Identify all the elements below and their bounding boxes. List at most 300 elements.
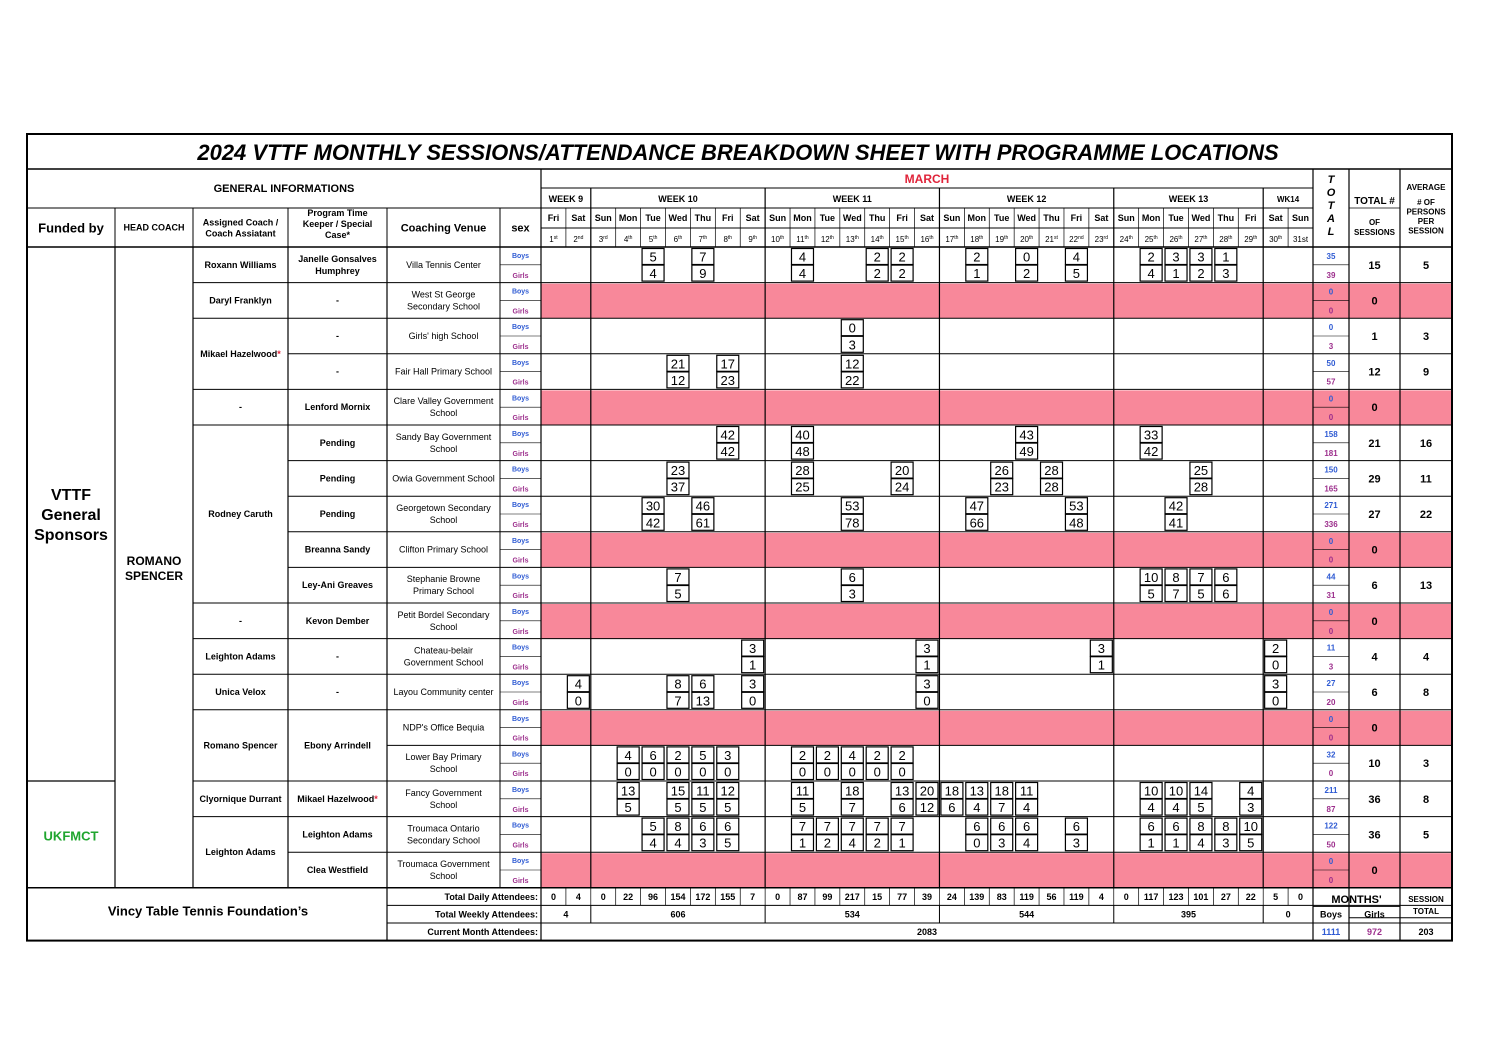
program-keeper-name: Breanna Sandy bbox=[304, 544, 371, 555]
girls-attendance-value: 0 bbox=[973, 835, 981, 851]
girls-total: 0 bbox=[1328, 733, 1334, 743]
boys-attendance-value: 30 bbox=[645, 498, 661, 514]
day-number: 20 bbox=[1020, 235, 1029, 244]
boys-attendance-value: 4 bbox=[848, 747, 856, 763]
boys-attendance-value: 7 bbox=[674, 569, 682, 585]
total-sessions-value: 12 bbox=[1368, 366, 1381, 379]
sex-girls-label: Girls bbox=[512, 771, 529, 779]
total-sessions-value: 6 bbox=[1371, 687, 1378, 699]
girls-attendance-value: 24 bbox=[894, 479, 910, 495]
sex-boys-label: Boys bbox=[511, 359, 530, 367]
day-date bbox=[871, 235, 884, 244]
girls-attendance-value: 4 bbox=[674, 835, 682, 851]
average-value: 3 bbox=[1422, 758, 1430, 771]
coaching-venue: Troumaca Ontario bbox=[407, 823, 480, 834]
coaching-venue: Owia Government School bbox=[392, 473, 495, 484]
daily-total-value: 4 bbox=[575, 891, 581, 902]
day-number: 25 bbox=[1144, 235, 1154, 244]
assigned-coach-name: Clyornique Durrant bbox=[199, 793, 282, 804]
total-sessions-header: TOTAL # bbox=[1354, 196, 1395, 207]
day-name: Mon bbox=[1141, 213, 1161, 223]
boys-attendance-value: 18 bbox=[845, 783, 860, 799]
girls-total: 57 bbox=[1326, 377, 1336, 387]
boys-attendance-value: 40 bbox=[795, 427, 810, 443]
weekly-total-value: 0 bbox=[1285, 909, 1291, 920]
day-number: 14 bbox=[870, 235, 880, 244]
weekly-total-value: 395 bbox=[1180, 909, 1196, 920]
day-number: 15 bbox=[895, 235, 905, 244]
boys-attendance-value: 26 bbox=[994, 463, 1009, 479]
daily-total-value: 24 bbox=[946, 891, 957, 902]
boys-attendance-value: 6 bbox=[699, 676, 707, 692]
girls-attendance-value: 3 bbox=[1222, 835, 1230, 851]
girls-attendance-value: 7 bbox=[1172, 586, 1180, 602]
boys-total: 271 bbox=[1324, 501, 1338, 511]
daily-total-value: 119 bbox=[1019, 891, 1034, 902]
boys-total: 0 bbox=[1328, 536, 1334, 546]
boys-total: 0 bbox=[1328, 287, 1334, 297]
boys-total: 0 bbox=[1328, 857, 1334, 867]
sex-girls-label: Girls bbox=[512, 450, 529, 458]
day-date bbox=[1169, 235, 1182, 244]
girls-attendance-value: 0 bbox=[574, 693, 582, 709]
program-keeper-name: Ley-Ani Greaves bbox=[301, 580, 374, 591]
coaching-venue: Clifton Primary School bbox=[398, 544, 489, 555]
day-date bbox=[1269, 235, 1282, 244]
sex-girls-label: Girls bbox=[512, 522, 529, 529]
daily-total-value: 7 bbox=[750, 891, 756, 902]
girls-attendance-value: 28 bbox=[1193, 479, 1209, 495]
boys-total: 27 bbox=[1326, 679, 1336, 689]
average-header: AVERAGE bbox=[1406, 183, 1446, 192]
girls-attendance-value: 3 bbox=[848, 337, 856, 353]
boys-attendance-value: 28 bbox=[795, 463, 810, 479]
girls-attendance-value: 4 bbox=[798, 266, 807, 282]
average-value: 9 bbox=[1422, 366, 1430, 379]
girls-attendance-value: 0 bbox=[624, 764, 632, 780]
day-suffix: nd bbox=[577, 235, 584, 241]
girls-total: 0 bbox=[1328, 413, 1334, 423]
week-label: WEEK 11 bbox=[832, 194, 872, 204]
boys-attendance-value: 17 bbox=[720, 356, 736, 372]
boys-attendance-value: 7 bbox=[873, 819, 881, 835]
day-number: 12 bbox=[820, 235, 830, 244]
sex-boys-label: Boys bbox=[511, 288, 530, 296]
girls-attendance-value: 0 bbox=[823, 764, 832, 780]
day-date bbox=[970, 235, 983, 244]
boys-attendance-value: 13 bbox=[620, 783, 636, 799]
girls-total: 87 bbox=[1326, 804, 1336, 814]
assigned-coach-name: - bbox=[239, 615, 242, 626]
boys-attendance-value: 20 bbox=[919, 783, 935, 799]
day-date bbox=[723, 235, 732, 244]
average-header: PER bbox=[1417, 217, 1435, 226]
day-suffix: th bbox=[653, 235, 658, 241]
day-date bbox=[1045, 235, 1058, 244]
day-number: 13 bbox=[845, 235, 855, 244]
girls-attendance-value: 0 bbox=[749, 693, 757, 709]
boys-attendance-value: 15 bbox=[670, 783, 686, 799]
total-vertical-letter: L bbox=[1327, 226, 1335, 238]
months-label: MONTHS' bbox=[1331, 893, 1382, 906]
boys-attendance-value: 10 bbox=[1168, 783, 1184, 799]
sex-girls-label: Girls bbox=[512, 700, 529, 707]
boys-attendance-value: 1 bbox=[1222, 249, 1230, 265]
weekly-total-value: 534 bbox=[844, 909, 860, 920]
average-value: 16 bbox=[1419, 437, 1433, 450]
day-suffix: rd bbox=[1103, 235, 1109, 241]
girls-attendance-value: 6 bbox=[948, 800, 956, 816]
girls-attendance-value: 41 bbox=[1168, 515, 1184, 531]
coaching-venue: School bbox=[429, 871, 458, 881]
day-suffix: th bbox=[879, 235, 884, 241]
program-keeper-name: Ebony Arrindell bbox=[304, 740, 371, 751]
boys-attendance-value: 6 bbox=[973, 819, 981, 835]
daily-total-value: 155 bbox=[720, 891, 736, 902]
coaching-venue: Layou Community center bbox=[393, 687, 494, 697]
boys-attendance-value: 6 bbox=[649, 747, 657, 763]
boys-attendance-value: 6 bbox=[1072, 819, 1081, 835]
girls-attendance-value: 6 bbox=[1222, 586, 1230, 602]
day-number: 10 bbox=[771, 235, 780, 244]
girls-attendance-value: 2 bbox=[873, 266, 881, 282]
boys-attendance-value: 2 bbox=[973, 249, 981, 265]
total-vertical-letter: O bbox=[1326, 187, 1336, 199]
girls-attendance-value: 1 bbox=[923, 657, 931, 673]
daily-total-value: 22 bbox=[623, 891, 634, 902]
girls-attendance-value: 5 bbox=[1147, 586, 1155, 602]
weekly-total-value: 606 bbox=[670, 909, 686, 920]
total-sessions-value: 29 bbox=[1368, 473, 1381, 486]
session-total-label: SESSION bbox=[1408, 894, 1444, 904]
sex-boys-label: Boys bbox=[511, 680, 530, 688]
average-header: PERSONS bbox=[1406, 207, 1446, 217]
girls-total: 0 bbox=[1328, 626, 1334, 636]
boys-attendance-value: 25 bbox=[1193, 463, 1209, 479]
coaching-venue: School bbox=[429, 408, 458, 419]
boys-attendance-value: 2 bbox=[674, 747, 682, 763]
day-name: Sat bbox=[571, 213, 586, 223]
day-date bbox=[599, 235, 608, 244]
day-suffix: th bbox=[904, 235, 909, 241]
girls-attendance-value: 37 bbox=[670, 479, 686, 495]
average-header: SESSION bbox=[1408, 226, 1444, 236]
daily-total-value: 172 bbox=[695, 891, 711, 902]
assigned-coach-name: Roxann Williams bbox=[204, 259, 277, 270]
coaching-venue: West St George bbox=[411, 289, 476, 300]
boys-attendance-value: 23 bbox=[670, 463, 686, 479]
day-date bbox=[796, 235, 809, 244]
coaching-venue: Stephanie Browne bbox=[406, 574, 481, 585]
months-boys-label: Boys bbox=[1319, 909, 1343, 920]
girls-attendance-value: 61 bbox=[695, 515, 711, 531]
total-sessions-value: 15 bbox=[1368, 259, 1381, 272]
assigned-coach-name: Daryl Franklyn bbox=[209, 295, 272, 306]
day-number: 24 bbox=[1119, 235, 1129, 244]
girls-attendance-value: 1 bbox=[973, 266, 981, 282]
day-suffix: th bbox=[854, 235, 859, 241]
sex-header: sex bbox=[511, 222, 530, 235]
day-date bbox=[771, 235, 784, 244]
boys-attendance-value: 2 bbox=[873, 747, 881, 763]
boys-attendance-value: 46 bbox=[695, 498, 711, 514]
day-date bbox=[846, 235, 859, 244]
special-case-star: * bbox=[374, 793, 378, 804]
organization-name: Vincy Table Tennis Foundation’s bbox=[107, 903, 309, 919]
funder-name: VTTF bbox=[51, 487, 91, 504]
program-keeper-name: Humphrey bbox=[315, 265, 360, 276]
day-number: 8 bbox=[723, 235, 728, 244]
sex-boys-label: Boys bbox=[511, 715, 530, 723]
sex-boys-label: Boys bbox=[511, 395, 530, 403]
boys-total: 11 bbox=[1326, 643, 1336, 653]
day-number: 22 bbox=[1069, 235, 1079, 244]
week-label: WEEK 10 bbox=[658, 194, 698, 204]
daily-total-value: 154 bbox=[670, 891, 686, 902]
sex-girls-label: Girls bbox=[512, 878, 529, 885]
boys-total: 0 bbox=[1328, 714, 1334, 724]
coaching-venue: Fancy Government bbox=[405, 787, 482, 798]
months-boys-total: 1111 bbox=[1321, 927, 1341, 937]
boys-attendance-value: 10 bbox=[1243, 819, 1258, 835]
daily-total-value: 15 bbox=[872, 891, 883, 902]
day-suffix: rd bbox=[603, 235, 608, 241]
day-suffix: st bbox=[553, 235, 558, 241]
average-value: 5 bbox=[1422, 259, 1430, 272]
day-number: 18 bbox=[970, 235, 980, 244]
girls-total: 336 bbox=[1324, 520, 1338, 529]
total-sessions-header: OF bbox=[1368, 218, 1381, 227]
day-number: 9 bbox=[748, 235, 753, 244]
day-suffix: th bbox=[779, 235, 785, 241]
program-keeper-name: Leighton Adams bbox=[302, 829, 373, 840]
funder-name: General bbox=[41, 507, 101, 524]
coaching-venue: Villa Tennis Center bbox=[406, 259, 481, 270]
girls-attendance-value: 4 bbox=[1172, 800, 1180, 816]
day-name: Sat bbox=[1268, 213, 1283, 223]
average-value: 13 bbox=[1419, 580, 1433, 593]
day-name: Fri bbox=[1070, 213, 1083, 223]
program-keeper-name: - bbox=[336, 651, 339, 662]
day-date bbox=[624, 235, 633, 244]
girls-attendance-value: 28 bbox=[1044, 479, 1059, 495]
sex-girls-label: Girls bbox=[512, 664, 529, 672]
total-vertical-letter: T bbox=[1327, 174, 1335, 186]
sex-boys-label: Boys bbox=[511, 253, 530, 260]
boys-attendance-value: 11 bbox=[1019, 783, 1034, 799]
day-name: Wed bbox=[842, 213, 862, 223]
day-name: Wed bbox=[1191, 213, 1211, 223]
program-time-header: Keeper / Special bbox=[302, 219, 373, 229]
boys-attendance-value: 42 bbox=[720, 427, 736, 443]
assigned-coach-name: Rodney Caruth bbox=[208, 509, 273, 519]
day-number: 11 bbox=[796, 235, 805, 244]
general-info-label: GENERAL INFORMATIONS bbox=[213, 183, 355, 195]
girls-attendance-value: 4 bbox=[1022, 800, 1031, 816]
boys-total: 32 bbox=[1326, 750, 1336, 760]
sex-girls-label: Girls bbox=[512, 486, 529, 494]
boys-attendance-value: 3 bbox=[1197, 249, 1205, 265]
day-date bbox=[1194, 235, 1207, 244]
average-header: # OF bbox=[1417, 198, 1435, 207]
girls-attendance-value: 4 bbox=[848, 835, 856, 851]
day-name: Thu bbox=[1217, 213, 1235, 223]
assigned-coach-header: Coach Assiatant bbox=[205, 228, 276, 239]
girls-total: 20 bbox=[1326, 698, 1336, 707]
girls-attendance-value: 3 bbox=[848, 586, 856, 602]
girls-attendance-value: 5 bbox=[798, 800, 807, 816]
coaching-venue: Petit Bordel Secondary bbox=[397, 609, 490, 620]
total-sessions-value: 21 bbox=[1368, 437, 1381, 450]
boys-attendance-value: 4 bbox=[798, 249, 807, 265]
sex-boys-label: Boys bbox=[511, 431, 530, 438]
day-name: Wed bbox=[668, 213, 688, 223]
daily-total-value: 0 bbox=[1298, 891, 1304, 902]
sex-boys-label: Boys bbox=[511, 466, 530, 474]
coaching-venue: Girls' high School bbox=[408, 331, 479, 341]
girls-attendance-value: 0 bbox=[848, 764, 856, 780]
head-coach-name: SPENCER bbox=[124, 568, 184, 583]
boys-attendance-value: 7 bbox=[848, 819, 856, 835]
funder-name: UKFMCT bbox=[43, 828, 99, 844]
day-number: 21 bbox=[1045, 235, 1055, 244]
day-name: Sun bbox=[1292, 213, 1310, 223]
day-suffix: th bbox=[703, 235, 708, 241]
day-date bbox=[699, 235, 708, 244]
girls-attendance-value: 1 bbox=[1097, 657, 1105, 673]
day-name: Thu bbox=[868, 213, 886, 223]
day-number: 23 bbox=[1094, 235, 1104, 244]
girls-total: 50 bbox=[1326, 840, 1336, 850]
girls-attendance-value: 3 bbox=[699, 835, 707, 851]
girls-attendance-value: 49 bbox=[1019, 444, 1034, 460]
sex-girls-label: Girls bbox=[512, 735, 529, 743]
daily-total-value: 0 bbox=[1123, 891, 1129, 902]
boys-attendance-value: 12 bbox=[720, 783, 736, 799]
coaching-venue: School bbox=[429, 515, 458, 525]
girls-attendance-value: 1 bbox=[898, 835, 906, 851]
day-suffix: th bbox=[1153, 235, 1158, 241]
head-coach-name: ROMANO bbox=[126, 553, 182, 568]
day-suffix: th bbox=[1253, 235, 1258, 241]
girls-attendance-value: 25 bbox=[795, 479, 810, 495]
weekly-total-value: 4 bbox=[563, 909, 569, 920]
sex-girls-label: Girls bbox=[512, 842, 529, 850]
boys-total: 122 bbox=[1324, 821, 1338, 831]
girls-attendance-value: 42 bbox=[645, 515, 661, 531]
daily-total-value: 0 bbox=[550, 891, 556, 902]
sheet-grid bbox=[27, 134, 1452, 941]
total-weekly-label: Total Weekly Attendees: bbox=[435, 909, 538, 920]
total-sessions-header: SESSIONS bbox=[1354, 228, 1395, 237]
assigned-coach-name: Leighton Adams bbox=[205, 651, 276, 662]
sex-girls-label: Girls bbox=[512, 272, 529, 280]
week-label: WEEK 9 bbox=[548, 194, 584, 204]
day-name: Fri bbox=[722, 213, 734, 223]
girls-total: 181 bbox=[1324, 448, 1338, 458]
boys-attendance-value: 3 bbox=[1272, 676, 1280, 692]
girls-total: 0 bbox=[1328, 306, 1334, 316]
day-date bbox=[920, 235, 933, 244]
daily-total-value: 56 bbox=[1046, 891, 1057, 902]
boys-attendance-value: 8 bbox=[1197, 819, 1205, 835]
session-total-value: 203 bbox=[1418, 927, 1434, 937]
day-number: 31st bbox=[1292, 235, 1309, 244]
day-name: Sat bbox=[919, 213, 935, 223]
day-date bbox=[649, 235, 658, 244]
inactive-row-band bbox=[541, 853, 1349, 888]
girls-attendance-value: 3 bbox=[1072, 835, 1081, 851]
average-value: 8 bbox=[1422, 687, 1430, 699]
day-name: Sun bbox=[769, 213, 787, 223]
day-number: 4 bbox=[623, 235, 629, 244]
coaching-venue: Government School bbox=[403, 657, 484, 668]
boys-attendance-value: 18 bbox=[944, 783, 960, 799]
boys-attendance-value: 12 bbox=[845, 356, 860, 372]
girls-attendance-value: 2 bbox=[823, 835, 832, 851]
girls-attendance-value: 48 bbox=[1069, 515, 1084, 531]
day-number: 28 bbox=[1219, 235, 1229, 244]
boys-attendance-value: 3 bbox=[1097, 641, 1105, 657]
day-name: Mon bbox=[793, 213, 812, 223]
boys-attendance-value: 2 bbox=[873, 249, 881, 265]
boys-attendance-value: 2 bbox=[798, 747, 807, 763]
day-name: Tue bbox=[819, 213, 836, 223]
girls-attendance-value: 2 bbox=[1197, 266, 1205, 282]
day-date bbox=[1095, 235, 1109, 244]
average-value: 8 bbox=[1422, 793, 1430, 806]
inactive-row-band bbox=[541, 533, 1349, 568]
daily-total-value: 4 bbox=[1098, 891, 1104, 902]
sex-boys-label: Boys bbox=[511, 787, 530, 794]
daily-total-value: 99 bbox=[822, 891, 833, 902]
boys-total: 150 bbox=[1324, 465, 1338, 475]
coaching-venue: School bbox=[429, 799, 458, 810]
assigned-coach-name: Leighton Adams bbox=[205, 847, 276, 858]
boys-attendance-value: 11 bbox=[696, 783, 710, 799]
day-number: 3 bbox=[598, 235, 604, 244]
boys-total: 44 bbox=[1326, 572, 1336, 582]
coaching-venue: Troumaca Government bbox=[397, 859, 490, 869]
girls-attendance-value: 5 bbox=[699, 800, 707, 816]
boys-attendance-value: 2 bbox=[1272, 641, 1280, 657]
coaching-venue: Secondary School bbox=[406, 835, 481, 846]
boys-attendance-value: 43 bbox=[1019, 427, 1034, 443]
total-daily-label: Total Daily Attendees: bbox=[444, 891, 538, 902]
boys-attendance-value: 3 bbox=[749, 641, 757, 657]
girls-attendance-value: 42 bbox=[720, 444, 736, 460]
girls-total: 3 bbox=[1328, 342, 1334, 351]
inactive-row-band bbox=[541, 284, 1349, 319]
girls-total: 0 bbox=[1328, 876, 1334, 885]
day-suffix: th bbox=[727, 235, 733, 241]
boys-attendance-value: 5 bbox=[649, 819, 657, 835]
coaching-venue: School bbox=[429, 621, 458, 632]
boys-attendance-value: 7 bbox=[823, 819, 832, 835]
day-name: Thu bbox=[694, 213, 712, 223]
boys-attendance-value: 11 bbox=[795, 783, 810, 799]
week-label: WEEK 12 bbox=[1006, 194, 1047, 204]
girls-attendance-value: 12 bbox=[919, 800, 935, 816]
girls-attendance-value: 7 bbox=[674, 693, 682, 709]
day-date bbox=[573, 235, 583, 244]
boys-attendance-value: 7 bbox=[1197, 569, 1205, 585]
girls-attendance-value: 4 bbox=[649, 835, 657, 851]
day-suffix: th bbox=[954, 235, 959, 241]
boys-total: 35 bbox=[1326, 252, 1336, 261]
day-date bbox=[1020, 235, 1033, 244]
girls-attendance-value: 5 bbox=[1197, 586, 1205, 602]
